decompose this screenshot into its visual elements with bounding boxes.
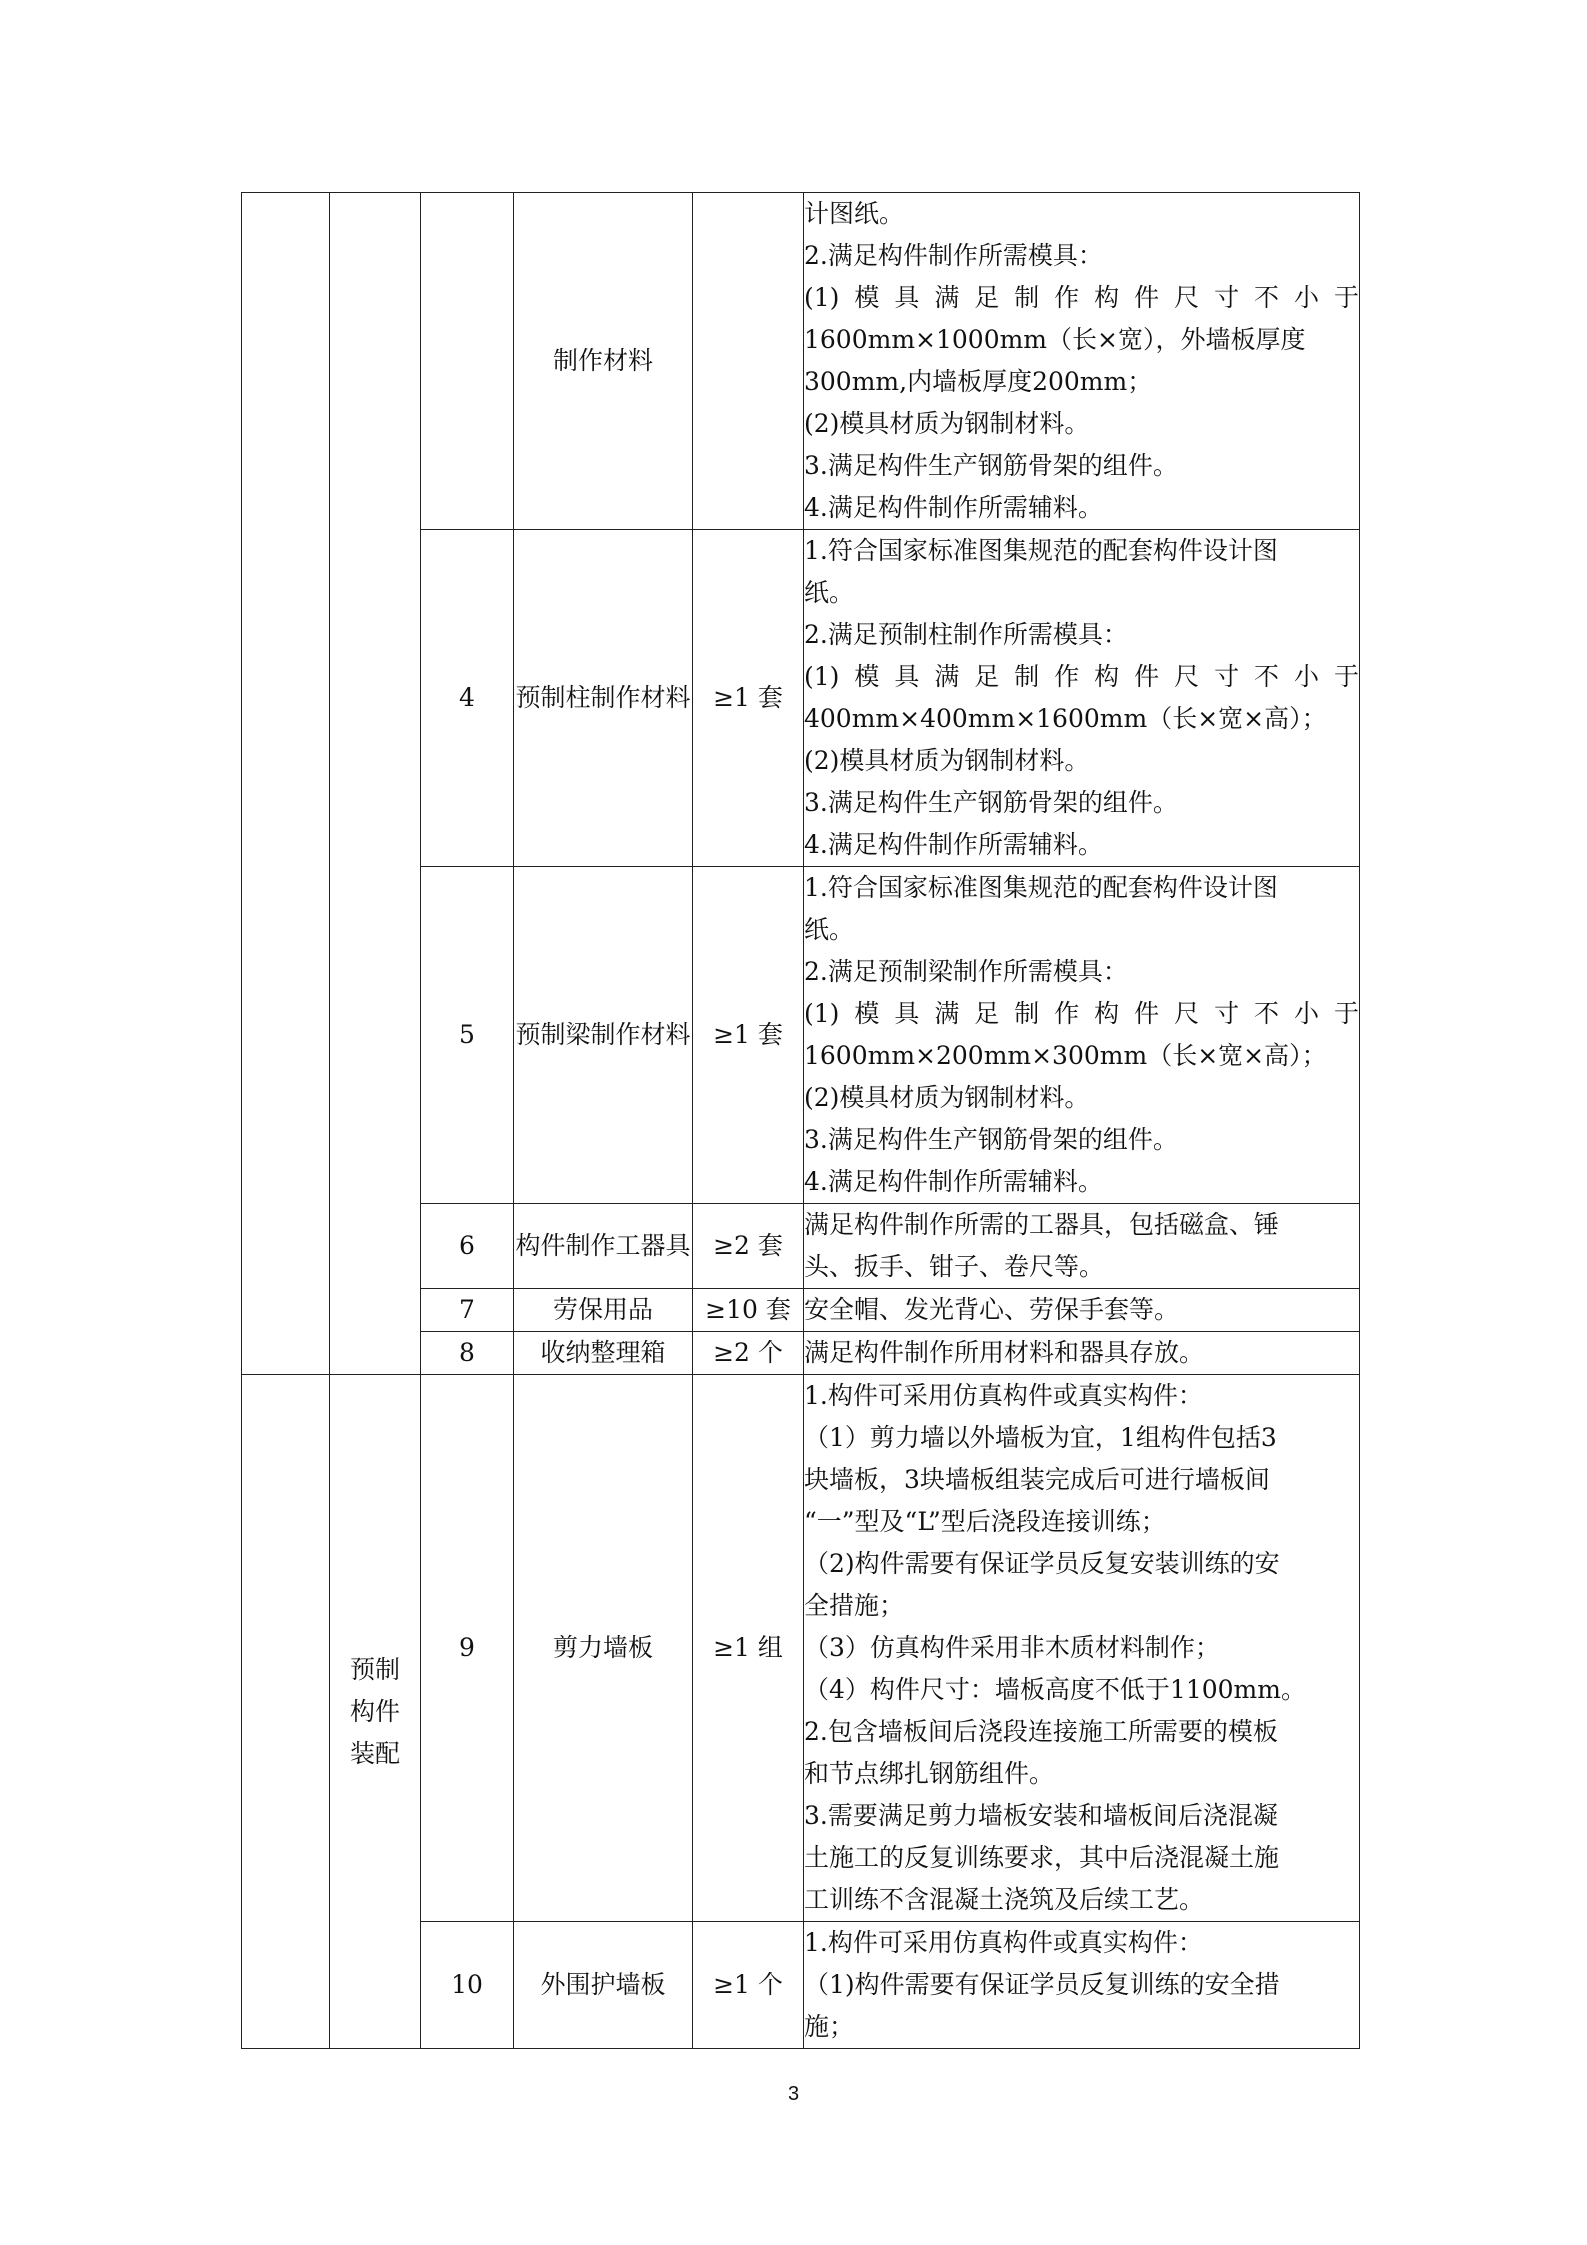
desc-line: 3.需要满足剪力墙板安装和墙板间后浇混凝	[804, 1801, 1278, 1830]
spec-desc	[804, 1375, 1360, 1922]
desc-line: （1)构件需要有保证学员反复训练的安全措	[804, 1970, 1280, 1999]
desc-line: 1.构件可采用仿真构件或真实构件：	[804, 1928, 1203, 1957]
desc-line: 工训练不含混凝土浇筑及后续工艺。	[804, 1885, 1205, 1914]
quantity: ≥1 组	[693, 1375, 804, 1922]
spec-desc	[804, 1332, 1360, 1375]
desc-line: 1600mm×200mm×300mm（长×宽×高）；	[804, 1041, 1327, 1070]
row-number: 4	[421, 530, 514, 867]
row-number	[421, 193, 514, 530]
desc-line: 和节点绑扎钢筋组件。	[804, 1759, 1055, 1788]
table-row	[242, 193, 1360, 530]
desc-line: 安全帽、发光背心、劳保手套等。	[804, 1295, 1180, 1324]
desc-line: (1)模具满足制作构件尺寸不小于	[804, 999, 1359, 1028]
desc-line: (2)模具材质为钢制材料。	[804, 746, 1090, 775]
table-row	[242, 1375, 1360, 1922]
quantity: ≥2 套	[693, 1204, 804, 1289]
category-cell-empty-2	[330, 193, 421, 1375]
desc-line: 1.符合国家标准图集规范的配套构件设计图	[804, 873, 1278, 902]
quantity: ≥1 套	[693, 530, 804, 867]
item-name: 构件制作工器具	[514, 1204, 693, 1289]
desc-line: 1.符合国家标准图集规范的配套构件设计图	[804, 536, 1278, 565]
spec-desc	[804, 530, 1360, 867]
desc-line: 施；	[804, 2012, 855, 2041]
row-number: 5	[421, 867, 514, 1204]
desc-line: “一”型及“L”型后浇段连接训练；	[804, 1507, 1166, 1536]
desc-line: 4.满足构件制作所需辅料。	[804, 1167, 1103, 1196]
item-name: 预制柱制作材料	[514, 530, 693, 867]
spec-desc	[804, 867, 1360, 1204]
item-name: 预制梁制作材料	[514, 867, 693, 1204]
desc-line: (1)模具满足制作构件尺寸不小于	[804, 283, 1359, 312]
row-number: 6	[421, 1204, 514, 1289]
item-name: 外围护墙板	[514, 1922, 693, 2049]
category-cell-empty	[242, 1375, 330, 2049]
spec-desc	[804, 193, 1360, 530]
desc-line: 满足构件制作所需的工器具，包括磁盒、锤	[804, 1210, 1280, 1239]
page-number: 3	[787, 2083, 800, 2105]
desc-line: 3.满足构件生产钢筋骨架的组件。	[804, 788, 1178, 817]
desc-line: 2.满足预制柱制作所需模具：	[804, 620, 1128, 649]
desc-line: 土施工的反复训练要求，其中后浇混凝土施	[804, 1843, 1280, 1872]
desc-line: 1600mm×1000mm（长×宽），外墙板厚度	[804, 325, 1306, 354]
quantity	[693, 193, 804, 530]
desc-line: 2.满足预制梁制作所需模具：	[804, 957, 1128, 986]
desc-line: 全措施；	[804, 1591, 905, 1620]
desc-line: 300mm,内墙板厚度200mm；	[804, 367, 1153, 396]
desc-line: （2)构件需要有保证学员反复安装训练的安	[804, 1549, 1280, 1578]
desc-line: 纸。	[804, 578, 855, 607]
desc-line: (2)模具材质为钢制材料。	[804, 409, 1090, 438]
quantity: ≥2 个	[693, 1332, 804, 1375]
desc-line: （3）仿真构件采用非木质材料制作；	[804, 1633, 1220, 1662]
item-name: 收纳整理箱	[514, 1332, 693, 1375]
category-cell: 预制构件装配	[330, 1375, 421, 2049]
desc-line: 1.构件可采用仿真构件或真实构件：	[804, 1381, 1203, 1410]
desc-line: (1)模具满足制作构件尺寸不小于	[804, 662, 1359, 691]
row-number: 8	[421, 1332, 514, 1375]
category-cell-empty	[242, 193, 330, 1375]
desc-line: 头、扳手、钳子、卷尺等。	[804, 1252, 1105, 1281]
item-name: 劳保用品	[514, 1289, 693, 1332]
spec-desc	[804, 1204, 1360, 1289]
desc-line: 3.满足构件生产钢筋骨架的组件。	[804, 451, 1178, 480]
row-number: 7	[421, 1289, 514, 1332]
row-number: 10	[421, 1922, 514, 2049]
spec-desc	[804, 1289, 1360, 1332]
desc-line: （4）构件尺寸：墙板高度不低于1100mm。	[804, 1675, 1306, 1704]
item-name: 制作材料	[514, 193, 693, 530]
desc-line: （1）剪力墙以外墙板为宜，1组构件包括3	[804, 1423, 1277, 1452]
quantity: ≥1 套	[693, 867, 804, 1204]
desc-line: 纸。	[804, 915, 855, 944]
desc-line: 400mm×400mm×1600mm（长×宽×高）；	[804, 704, 1327, 733]
desc-line: 2.满足构件制作所需模具：	[804, 241, 1103, 270]
quantity: ≥1 个	[693, 1922, 804, 2049]
quantity: ≥10 套	[693, 1289, 804, 1332]
desc-line: 2.包含墙板间后浇段连接施工所需要的模板	[804, 1717, 1278, 1746]
desc-line: 4.满足构件制作所需辅料。	[804, 493, 1103, 522]
desc-line: 满足构件制作所用材料和器具存放。	[804, 1338, 1205, 1367]
desc-line: 块墙板，3块墙板组装完成后可进行墙板间	[804, 1465, 1270, 1494]
equipment-spec-table	[241, 192, 1360, 2049]
row-number: 9	[421, 1375, 514, 1922]
desc-line: 计图纸。	[804, 199, 905, 228]
desc-line: (2)模具材质为钢制材料。	[804, 1083, 1090, 1112]
spec-desc	[804, 1922, 1360, 2049]
desc-line: 3.满足构件生产钢筋骨架的组件。	[804, 1125, 1178, 1154]
item-name: 剪力墙板	[514, 1375, 693, 1922]
desc-line: 4.满足构件制作所需辅料。	[804, 830, 1103, 859]
